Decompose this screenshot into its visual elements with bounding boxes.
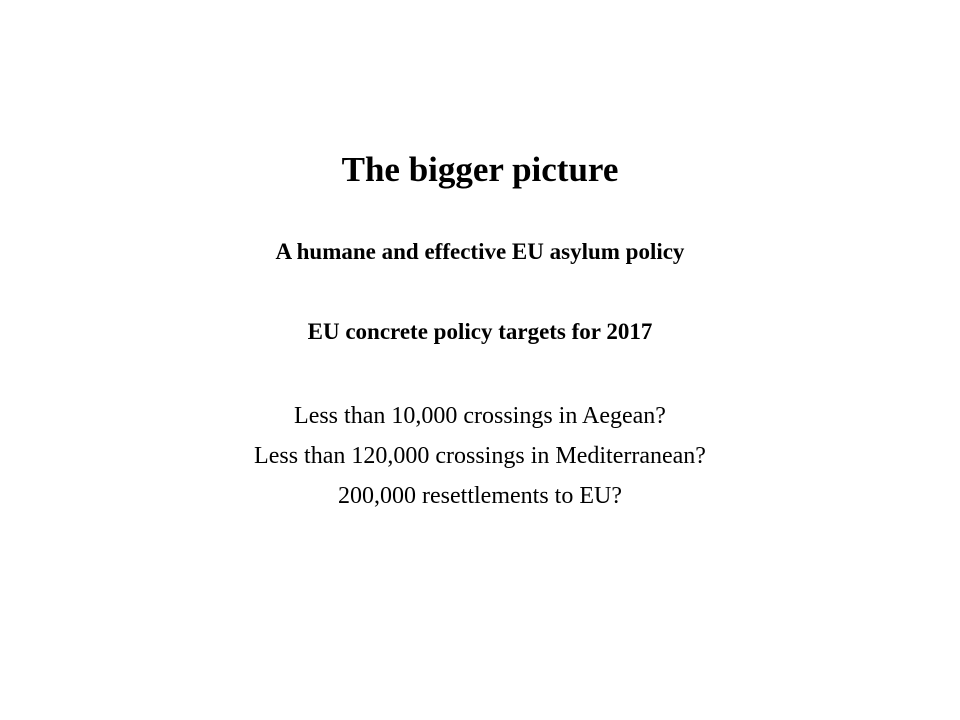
slide-subtitle: A humane and effective EU asylum policy (275, 239, 685, 264)
target-item-resettlements: 200,000 resettlements to EU? (338, 483, 622, 509)
targets-list (0, 396, 960, 516)
target-item-aegean: Less than 10,000 crossings in Aegean? (294, 403, 666, 429)
slide-title: The bigger picture (341, 150, 619, 189)
target-item-mediterranean: Less than 120,000 crossings in Mediterranean? (254, 443, 706, 469)
targets-heading: EU concrete policy targets for 2017 (307, 319, 653, 344)
